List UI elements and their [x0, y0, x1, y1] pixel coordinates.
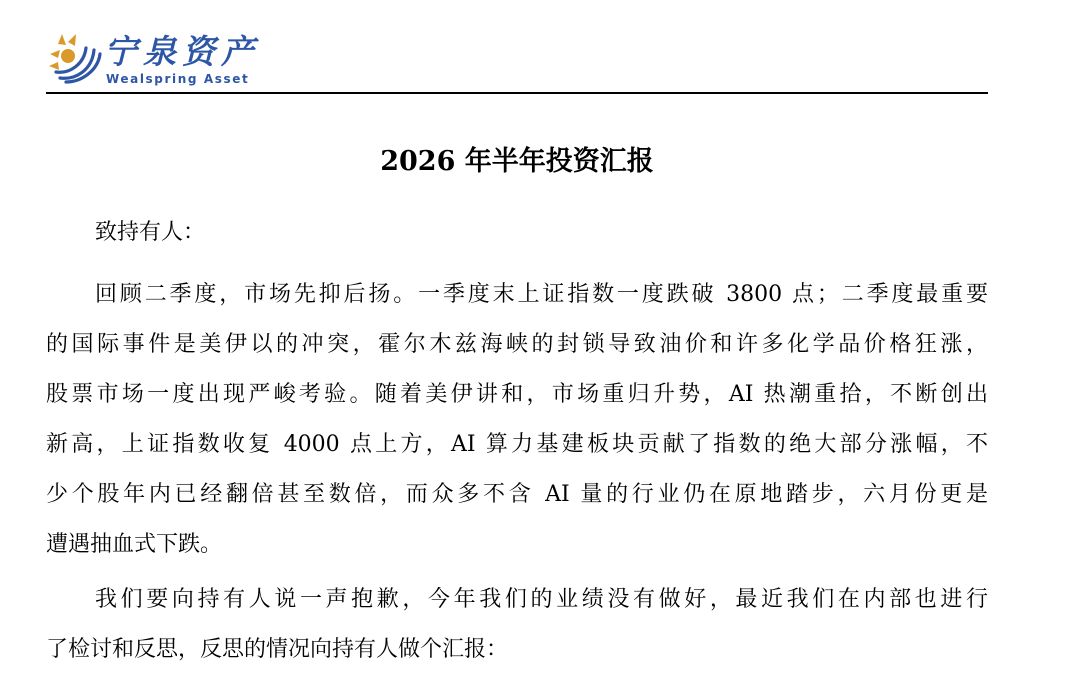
header-divider — [46, 92, 988, 94]
paragraph-line: 股票市场一度出现严峻考验。随着美伊讲和，市场重归升势，AI 热潮重拾，不断创出 — [46, 382, 988, 407]
logo-english-name: Wealspring Asset — [106, 72, 250, 86]
paragraph-line: 的国际事件是美伊以的冲突，霍尔木兹海峡的封锁导致油价和许多化学品价格狂涨， — [46, 332, 988, 357]
logo-chinese-name: 宁泉资产 — [104, 32, 260, 71]
paragraph-line: 少个股年内已经翻倍甚至数倍，而众多不含 AI 量的行业仍在原地踏步，六月份更是 — [46, 482, 988, 507]
company-logo — [46, 26, 306, 92]
salutation: 致持有人： — [95, 220, 206, 245]
paragraph — [46, 270, 988, 570]
paragraph-line: 了检讨和反思，反思的情况向持有人做个汇报： — [46, 637, 509, 662]
letterhead — [46, 26, 988, 94]
paragraph-line: 我们要向持有人说一声抱歉，今年我们的业绩没有做好，最近我们在内部也进行 — [95, 587, 988, 612]
paragraph — [46, 575, 988, 675]
paragraph-line: 回顾二季度，市场先抑后扬。一季度末上证指数一度跌破 3800 点；二季度最重要 — [95, 282, 988, 307]
paragraph-line: 遭遇抽血式下跌。 — [46, 532, 223, 557]
swirl-sun-logo-icon — [46, 30, 104, 86]
paragraph-line: 新高，上证指数收复 4000 点上方，AI 算力基建板块贡献了指数的绝大部分涨幅，不 — [46, 432, 988, 457]
document-title: 2026 年半年投资汇报 — [380, 146, 654, 177]
